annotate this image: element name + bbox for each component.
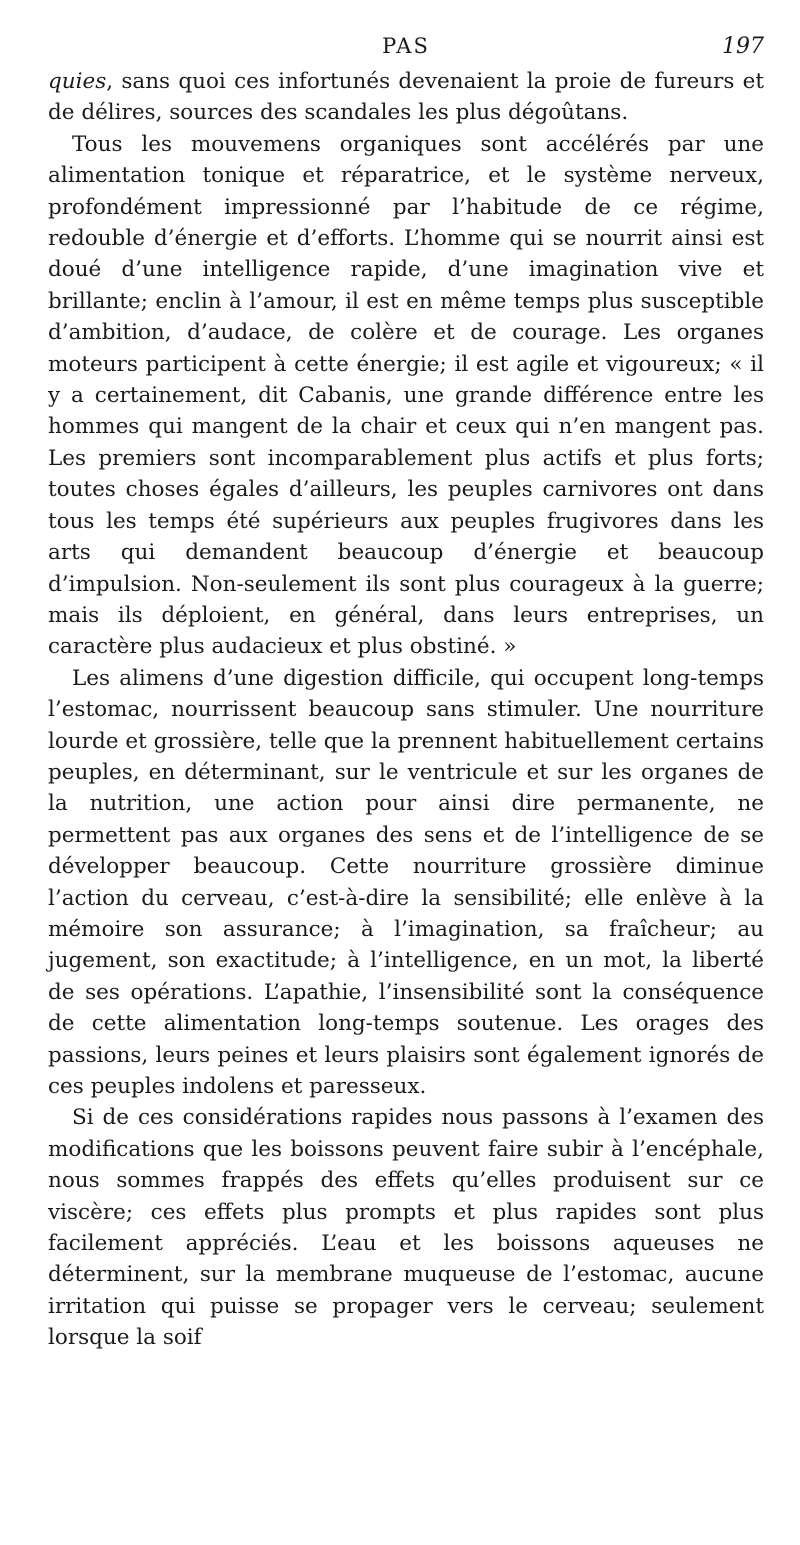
- running-head: [48, 34, 764, 62]
- body-text: [48, 66, 764, 1354]
- italic-lead-word: quies: [48, 69, 107, 94]
- paragraph-alimens-difficiles: Les alimens d’une digestion difficile, qui occupent long-temps l’estomac, nourrissent beaucoup sans stimuler. Une nourriture lourde et grossière, telle que la prennent habituellement certains peuples, en déterminant, sur le ventricule et sur les organes de la nutrition, une action pour ainsi dire permanente, ne permettent pas aux organes des sens et de l’intelligence de se développer beaucoup. Cette nourriture grossière diminue l’action du cerveau, c’est-à-dire la sensibilité; elle enlève à la mémoire son assurance; à l’imagination, sa fraîcheur; au jugement, son exactitude; à l’intelligence, en un mot, la liberté de ses opérations. L’apathie, l’insensibilité sont la conséquence de cette alimentation long-temps soutenue. Les orages des passions, leurs peines et leurs plaisirs sont également ignorés de ces peuples indolens et paresseux.: [48, 665, 764, 1099]
- paragraph-boissons: Si de ces considérations rapides nous passons à l’examen des modifications que les boissons peuvent faire subir à l’encéphale, nous sommes frappés des effets qu’elles produisent sur ce viscère; ces effets plus prompts et plus rapides sont plus facilement appréciés. L’eau et les boissons aqueuses ne déterminent, sur la membrane muqueuse de l’estomac, aucune irritation qui puisse se propager vers le cerveau; seulement lorsque la soif: [48, 1105, 764, 1351]
- paragraph-alimentation-tonique: Tous les mouvemens organiques sont accélérés par une alimentation tonique et réparatrice, et le système nerveux, profondément impressionné par l’habitude de ce régime, redouble d’énergie et d’efforts. L’homme qui se nourrit ainsi est doué d’une intelligence rapide, d’une imagination vive et brillante; enclin à l’amour, il est en même temps plus susceptible d’ambition, d’audace, de colère et de courage. Les organes moteurs participent à cette énergie; il est agile et vigoureux; « il y a certainement, dit Cabanis, une grande différence entre les hommes qui mangent de la chair et ceux qui n’en mangent pas. Les premiers sont incomparablement plus actifs et plus forts; toutes choses égales d’ailleurs, les peuples carnivores ont dans tous les temps été supérieurs aux peuples frugivores dans les arts qui demandent beaucoup d’énergie et beaucoup d’impulsion. Non-seulement ils sont plus courageux à la guerre; mais ils déploient, en général, dans leurs entreprises, un caractère plus audacieux et plus obstiné. »: [48, 131, 764, 660]
- paragraph-continuation: [48, 66, 764, 129]
- running-title: PAS: [382, 34, 430, 58]
- page-number: 197: [722, 34, 764, 59]
- paragraph-text: , sans quoi ces infortunés devenaient la proie de fureurs et de délires, sources des scandales les plus dégoûtans.: [48, 69, 764, 126]
